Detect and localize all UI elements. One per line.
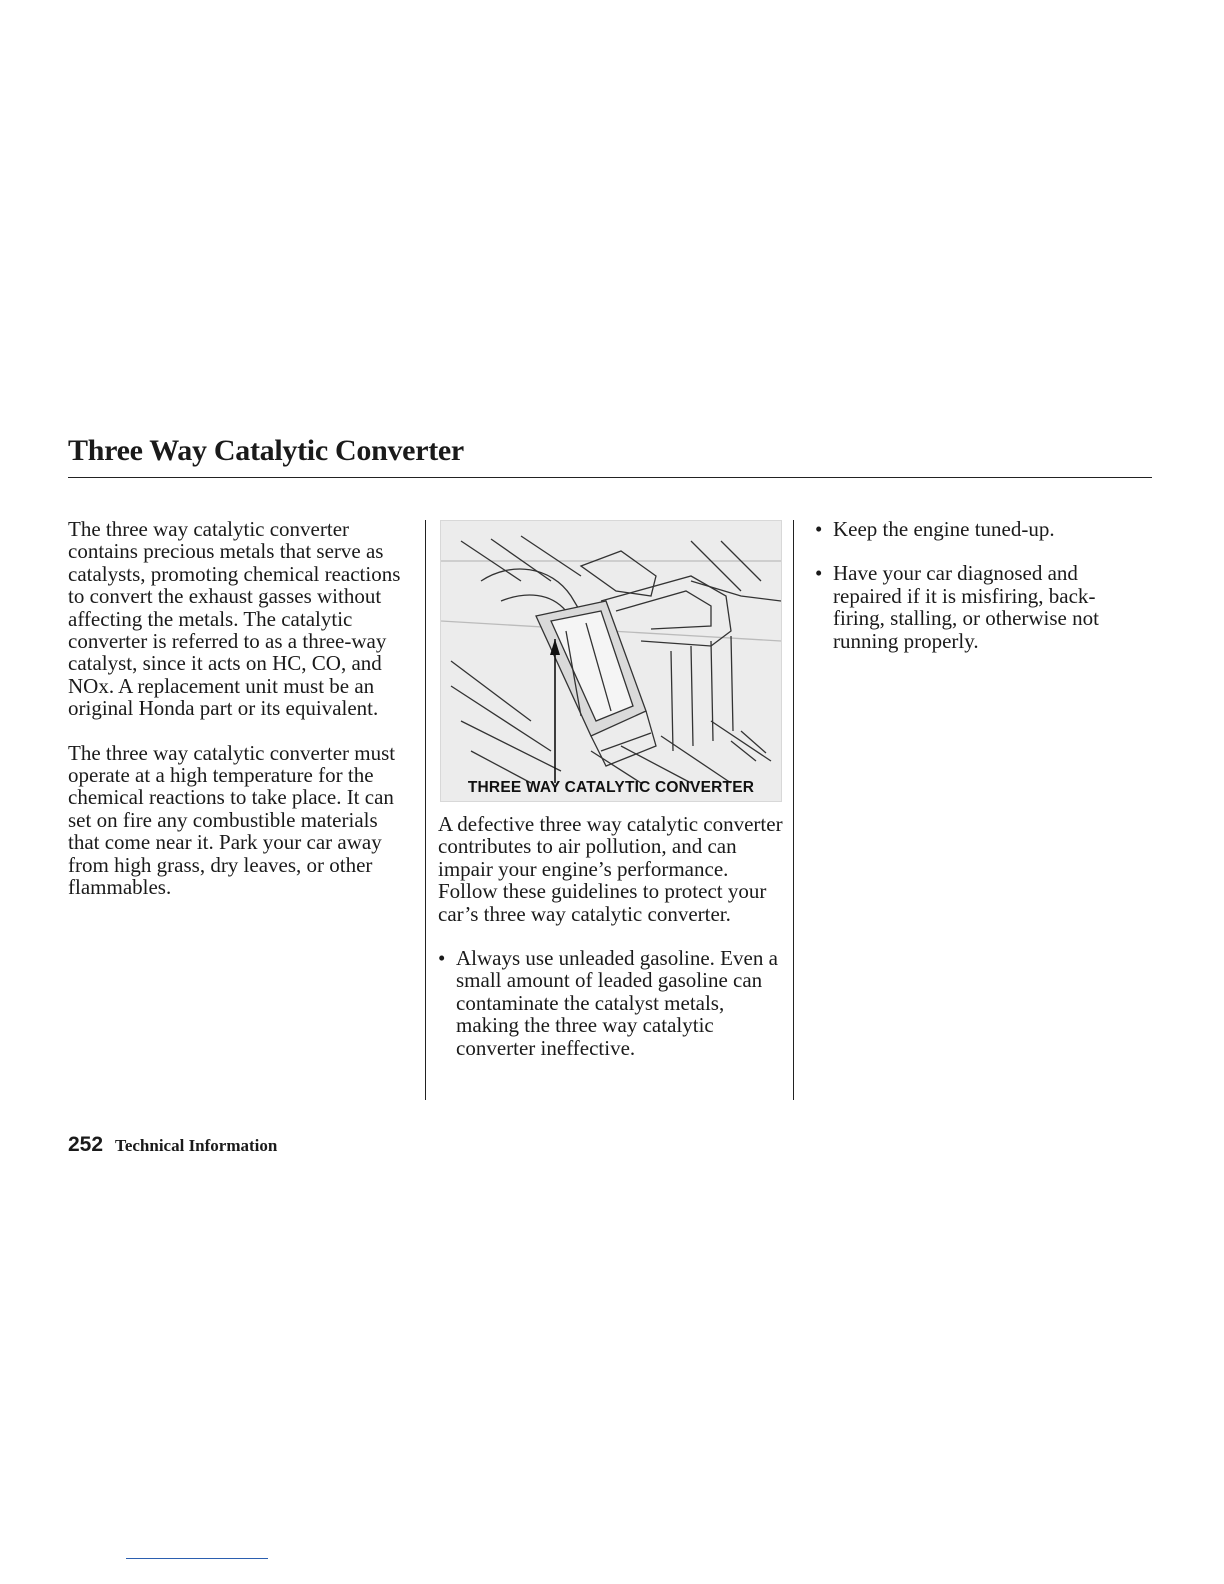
converter-drawing [441, 521, 781, 801]
page-footer [68, 1133, 277, 1157]
column-middle [438, 813, 783, 1081]
defective-converter-paragraph: A defective three way catalytic converter contributes to air pollution, and can impair your engine’s performance. Follow these guidelines to protect your car’s three way catalytic converter. [438, 812, 783, 926]
guideline-list [438, 947, 783, 1059]
page-title: Three Way Catalytic Converter [68, 434, 464, 467]
page-number: 252 [68, 1133, 104, 1156]
list-item: • Have your car diagnosed and repaired if it is misfiring, backfiring, stalling, or otherwise not running properly. [815, 562, 1135, 652]
column-divider [425, 520, 426, 1100]
intro-paragraph: The three way catalytic converter contains precious metals that serve as catalysts, promoting chemical reactions to convert the exhaust gasses without affecting the metals. The catalytic converter is referred to as a three-way catalyst, since it acts on HC, CO, and NOx. A replacement unit must be an original Honda part or its equivalent. [68, 517, 401, 721]
column-right [815, 518, 1135, 674]
temperature-paragraph: The three way catalytic converter must operate at a high temperature for the chemical reactions to take place. It can set on fire any combustible materials that come near it. Park your car away from high grass, dry leaves, or other flammables. [68, 740, 396, 900]
title-rule [68, 477, 1152, 478]
column-divider [793, 520, 794, 1100]
scan-mark-line [126, 1558, 268, 1559]
catalytic-converter-illustration [440, 520, 782, 802]
list-item: • Always use unleaded gasoline. Even a small amount of leaded gasoline can contaminate the catalyst metals, making the three way catalytic converter ineffective. [438, 947, 783, 1059]
section-name: Technical Information [115, 1136, 278, 1155]
guideline-list [815, 518, 1135, 652]
column-left [68, 518, 413, 921]
figure-caption: THREE WAY CATALYTIC CONVERTER [467, 779, 755, 796]
list-item: • Keep the engine tuned-up. [815, 518, 1135, 540]
